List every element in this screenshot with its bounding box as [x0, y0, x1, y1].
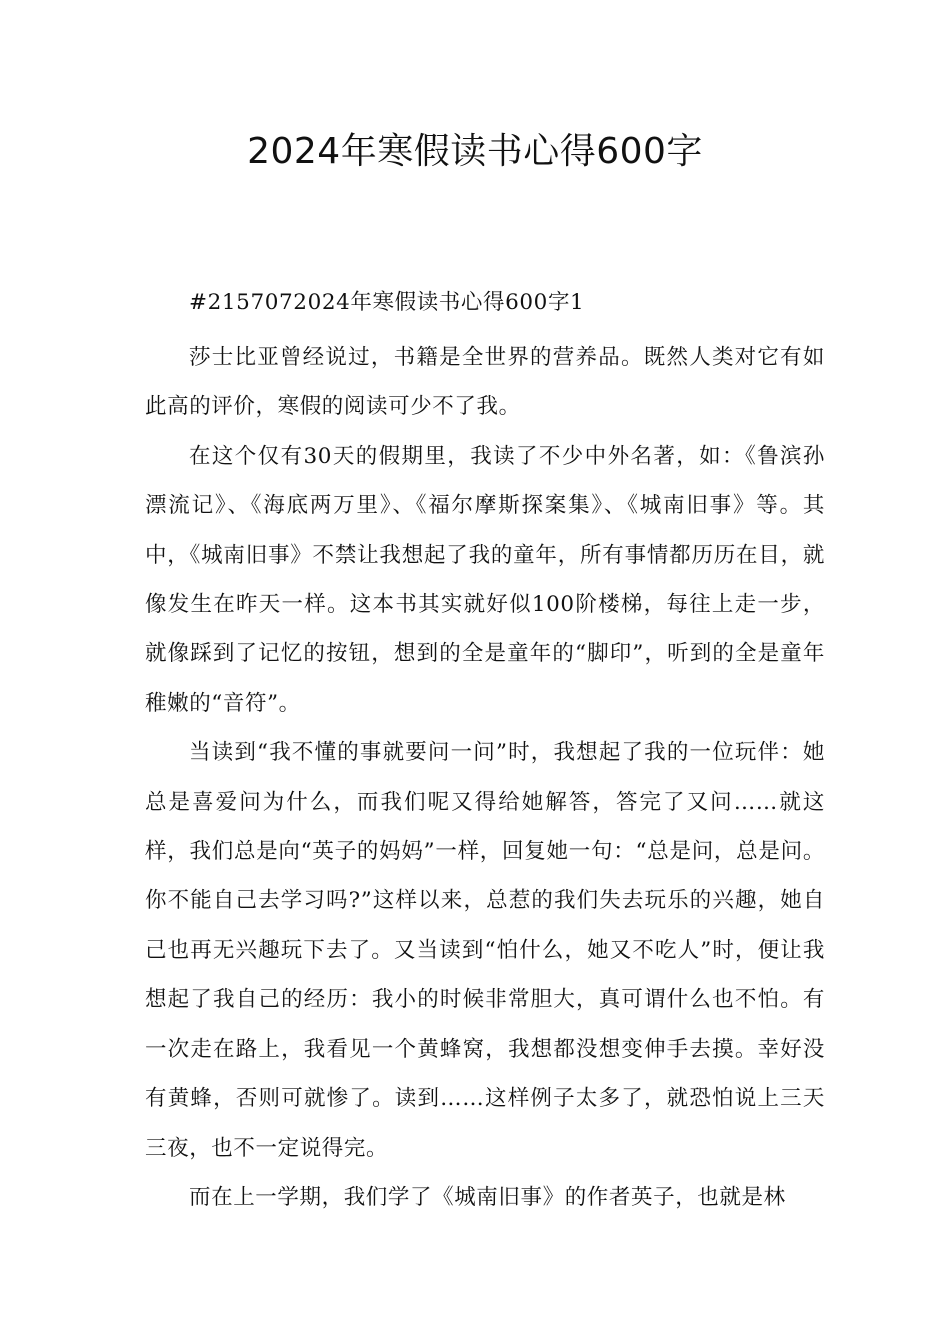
paragraph: 在这个仅有30天的假期里，我读了不少中外名著，如：《鲁滨孙漂流记》、《海底两万里》、《福尔摩斯探案集》、《城南旧事》等。其中，《城南旧事》不禁让我想起了我的童年，所有事情都历历在目，就像发生在昨天一样。这本书其实就好似100阶楼梯，每往上走一步，就像踩到了记忆的按钮，想到的全是童年的“脚印”，听到的全是童年稚嫩的“音符”。	[145, 443, 825, 716]
document-body	[145, 284, 825, 1222]
paragraph: 莎士比亚曾经说过，书籍是全世界的营养品。既然人类对它有如此高的评价，寒假的阅读可少不了我。	[145, 345, 825, 420]
paragraph-heading: #2157072024年寒假读书心得600字1	[189, 290, 585, 315]
document-title: 2024年寒假读书心得600字	[247, 131, 703, 172]
paragraph: 而在上一学期，我们学了《城南旧事》的作者英子，也就是林	[189, 1184, 786, 1210]
paragraph: 当读到“我不懂的事就要问一问”时，我想起了我的一位玩伴：她总是喜爱问为什么，而我们呢又得给她解答，答完了又问……就这样，我们总是向“英子的妈妈”一样，回复她一句：“总是问，总是问。你不能自己去学习吗?”这样以来，总惹的我们失去玩乐的兴趣，她自己也再无兴趣玩下去了。又当读到“怕什么，她又不吃人”时，便让我想起了我自己的经历：我小的时候非常胆大，真可谓什么也不怕。有一次走在路上，我看见一个黄蜂窝，我想都没想变伸手去摸。幸好没有黄蜂，否则可就惨了。读到……这样例子太多了，就恐怕说上三天三夜，也不一定说得完。	[145, 740, 825, 1161]
